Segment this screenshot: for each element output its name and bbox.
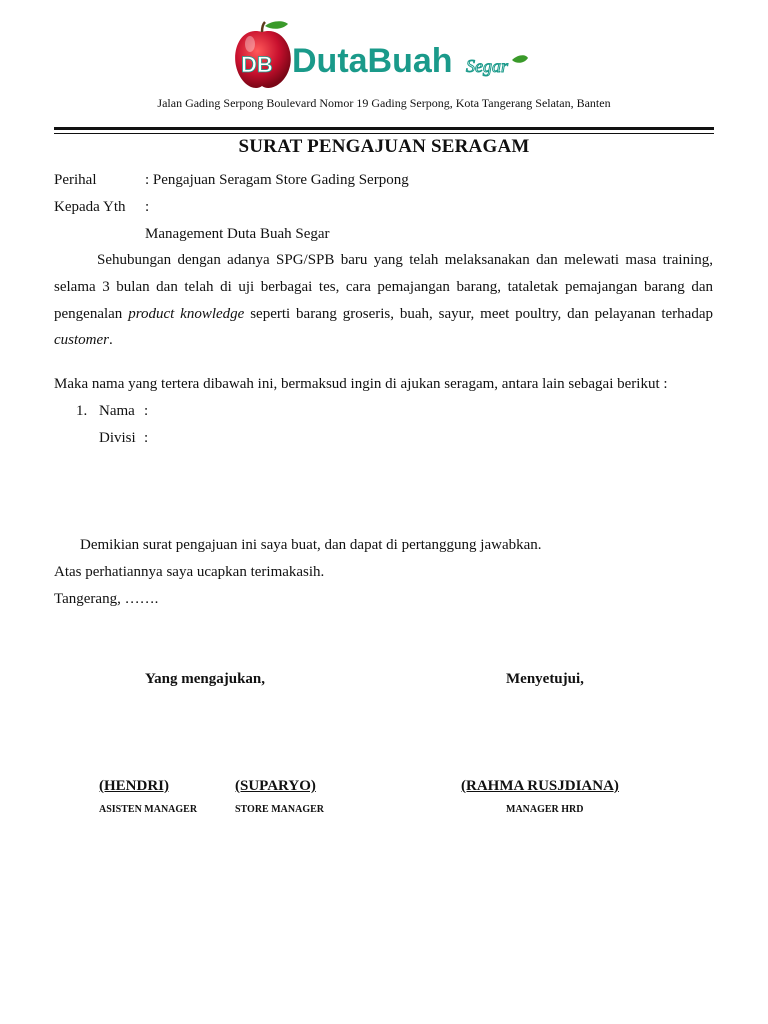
- thanks-statement: Atas perhatiannya saya ucapkan terimakasih.: [54, 564, 325, 580]
- signatory-name-3: (RAHMA RUSJDIANA): [461, 778, 619, 794]
- logo-initials: DB: [241, 52, 273, 77]
- para1-italic-2: customer: [54, 332, 109, 349]
- approved-by-label: Menyetujui,: [506, 671, 584, 687]
- para1-text-2: seperti barang groseris, buah, sayur, meet poultry, dan pelayanan terhadap: [244, 305, 713, 322]
- leaf-icon: [512, 55, 528, 63]
- perihal-label: Perihal: [54, 172, 97, 188]
- submitted-by-label: Yang mengajukan,: [145, 671, 266, 687]
- signatory-role-2: STORE MANAGER: [235, 804, 324, 815]
- divisi-colon: :: [144, 430, 149, 446]
- divisi-label: Divisi: [99, 430, 136, 446]
- list-number: 1.: [76, 403, 88, 419]
- intro-list-text: Maka nama yang tertera dibawah ini, bermaksud ingin di ajukan seragam, antara lain sebagai berikut :: [54, 376, 668, 392]
- signatory-name-1: (HENDRI): [99, 778, 169, 794]
- kepada-colon: :: [145, 199, 150, 215]
- para1-end: .: [109, 332, 113, 349]
- para1-text-1: Sehubungan dengan adanya SPG/SPB baru yang telah melaksanakan dan melewati masa training, selama 3 bulan dan telah di uji berbagai tes, cara pemajangan barang, tataletak pemajangan barang dan pengenalan: [54, 252, 713, 322]
- body-paragraph: [54, 247, 713, 354]
- signatory-role-3: MANAGER HRD: [506, 804, 584, 815]
- para1-italic-1: product knowledge: [128, 305, 245, 322]
- signatory-name-2: (SUPARYO): [235, 778, 316, 794]
- logo-tagline: Segar: [466, 56, 508, 76]
- recipient: Management Duta Buah Segar: [145, 226, 330, 242]
- nama-colon: :: [144, 403, 149, 419]
- letter-title: SURAT PENGAJUAN SERAGAM: [238, 136, 530, 157]
- perihal-value: : Pengajuan Seragam Store Gading Serpong: [145, 172, 409, 188]
- closing-statement: Demikian surat pengajuan ini saya buat, dan dapat di pertanggung jawabkan.: [80, 537, 542, 553]
- kepada-label: Kepada Yth: [54, 199, 126, 215]
- header-divider-thick: [54, 127, 714, 130]
- company-logo: [232, 20, 532, 92]
- nama-label: Nama: [99, 403, 135, 419]
- logo-name: DutaBuah: [292, 42, 453, 80]
- signatory-role-1: ASISTEN MANAGER: [99, 804, 198, 815]
- company-address: Jalan Gading Serpong Boulevard Nomor 19 Gading Serpong, Kota Tangerang Selatan, Banten: [157, 96, 611, 110]
- header-divider-thin: [54, 133, 714, 134]
- place-date: Tangerang, …….: [54, 591, 159, 607]
